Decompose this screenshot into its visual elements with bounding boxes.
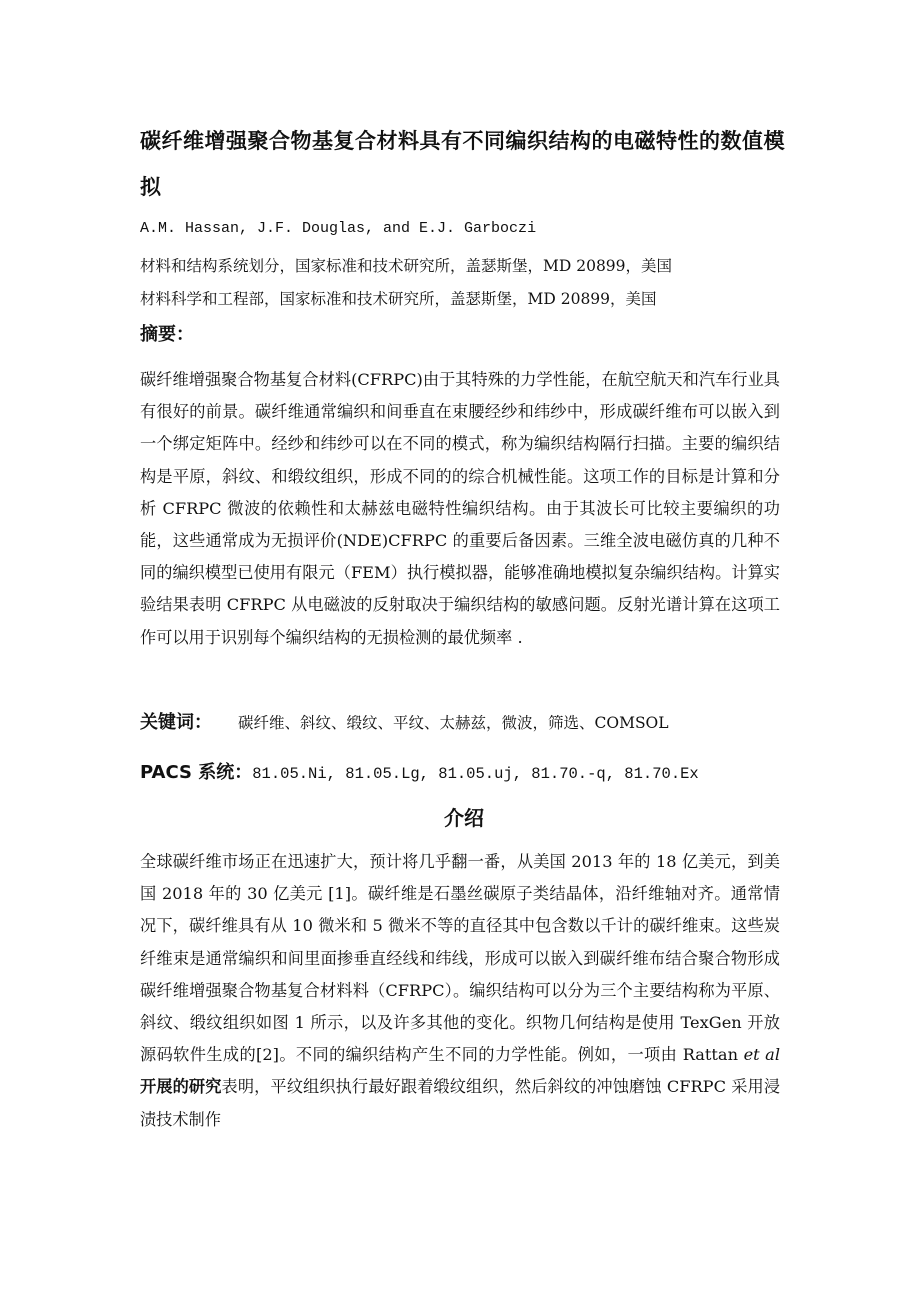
author-list: A.M. Hassan, J.F. Douglas, and E.J. Garboczi — [140, 220, 537, 237]
introduction-text-2: 表明，平纹组织执行最好跟着缎纹组织，然后斜纹的冲蚀磨蚀 CFRPC 采用浸渍技术制作 — [140, 1077, 781, 1129]
affiliation-2: 材料科学和工程部，国家标准和技术研究所，盖瑟斯堡，MD 20899，美国 — [140, 290, 657, 308]
introduction-text-1: 全球碳纤维市场正在迅速扩大，预计将几乎翻一番，从美国 2013 年的 18 亿美元，到美国 2018 年的 30 亿美元 [1]。碳纤维是石墨丝碳原子类结晶体，沿纤维轴对齐。通常情况下，碳纤维具有从 10 微米和 5 微米不等的直径其中包含数以千计的碳纤维束。这些炭纤维束是通常编织和间里面掺垂直经线和纬线，形成可以嵌入到碳纤维布结合聚合物形成碳纤维增强聚合物基复合材料料（CFRPC）。编织结构可以分为三个主要结构称为平原、斜纹、缎纹组织如图 1 所示，以及许多其他的变化。织物几何结构是使用 TexGen 开放源码软件生成的[2]。不同的编织结构产生不同的力学性能。例如，一项由 Rattan — [140, 852, 780, 1065]
pacs-value: 81.05.Ni, 81.05.Lg, 81.05.uj, 81.70.-q, 81.70.Ex — [252, 765, 699, 783]
introduction-text-bold: 开展的研究 — [140, 1077, 222, 1097]
abstract-heading: 摘要： — [140, 324, 194, 345]
keywords-value: 碳纤维、斜纹、缎纹、平纹、太赫兹，微波，筛选、COMSOL — [238, 714, 669, 732]
abstract-body: 碳纤维增强聚合物基复合材料(CFRPC)由于其特殊的力学性能，在航空航天和汽车行业具有很好的前景。碳纤维通常编织和间垂直在束腰经纱和纬纱中，形成碳纤维布可以嵌入到一个绑定矩阵中。经纱和纬纱可以在不同的模式，称为编织结构隔行扫描。主要的编织结构是平原，斜纹、和缎纹组织，形成不同的的综合机械性能。这项工作的目标是计算和分析 CFRPC 微波的依赖性和太赫兹电磁特性编织结构。由于其波长可比较主要编织的功能，这些通常成为无损评价(NDE)CFRPC 的重要后备因素。三维全波电磁仿真的几种不同的编织模型已使用有限元（FEM）执行模拟器，能够准确地模拟复杂编织结构。计算实验结果表明 CFRPC 从电磁波的反射取决于编织结构的敏感问题。反射光谱计算在这项工作可以用于识别每个编织结构的无损检测的最优频率 . — [140, 370, 780, 647]
keywords-label: 关键词： — [140, 712, 212, 733]
keywords-line — [140, 708, 669, 734]
pacs-line — [140, 758, 699, 784]
introduction-heading: 介绍 — [444, 806, 484, 830]
paper-title: 碳纤维增强聚合物基复合材料具有不同编织结构的电磁特性的数值模拟 — [140, 129, 785, 199]
affiliation-1: 材料和结构系统划分，国家标准和技术研究所，盖瑟斯堡，MD 20899，美国 — [140, 257, 673, 275]
pacs-label: PACS 系统： — [140, 762, 253, 783]
introduction-citation-etal: et al — [743, 1045, 781, 1065]
introduction-body — [140, 846, 780, 1136]
